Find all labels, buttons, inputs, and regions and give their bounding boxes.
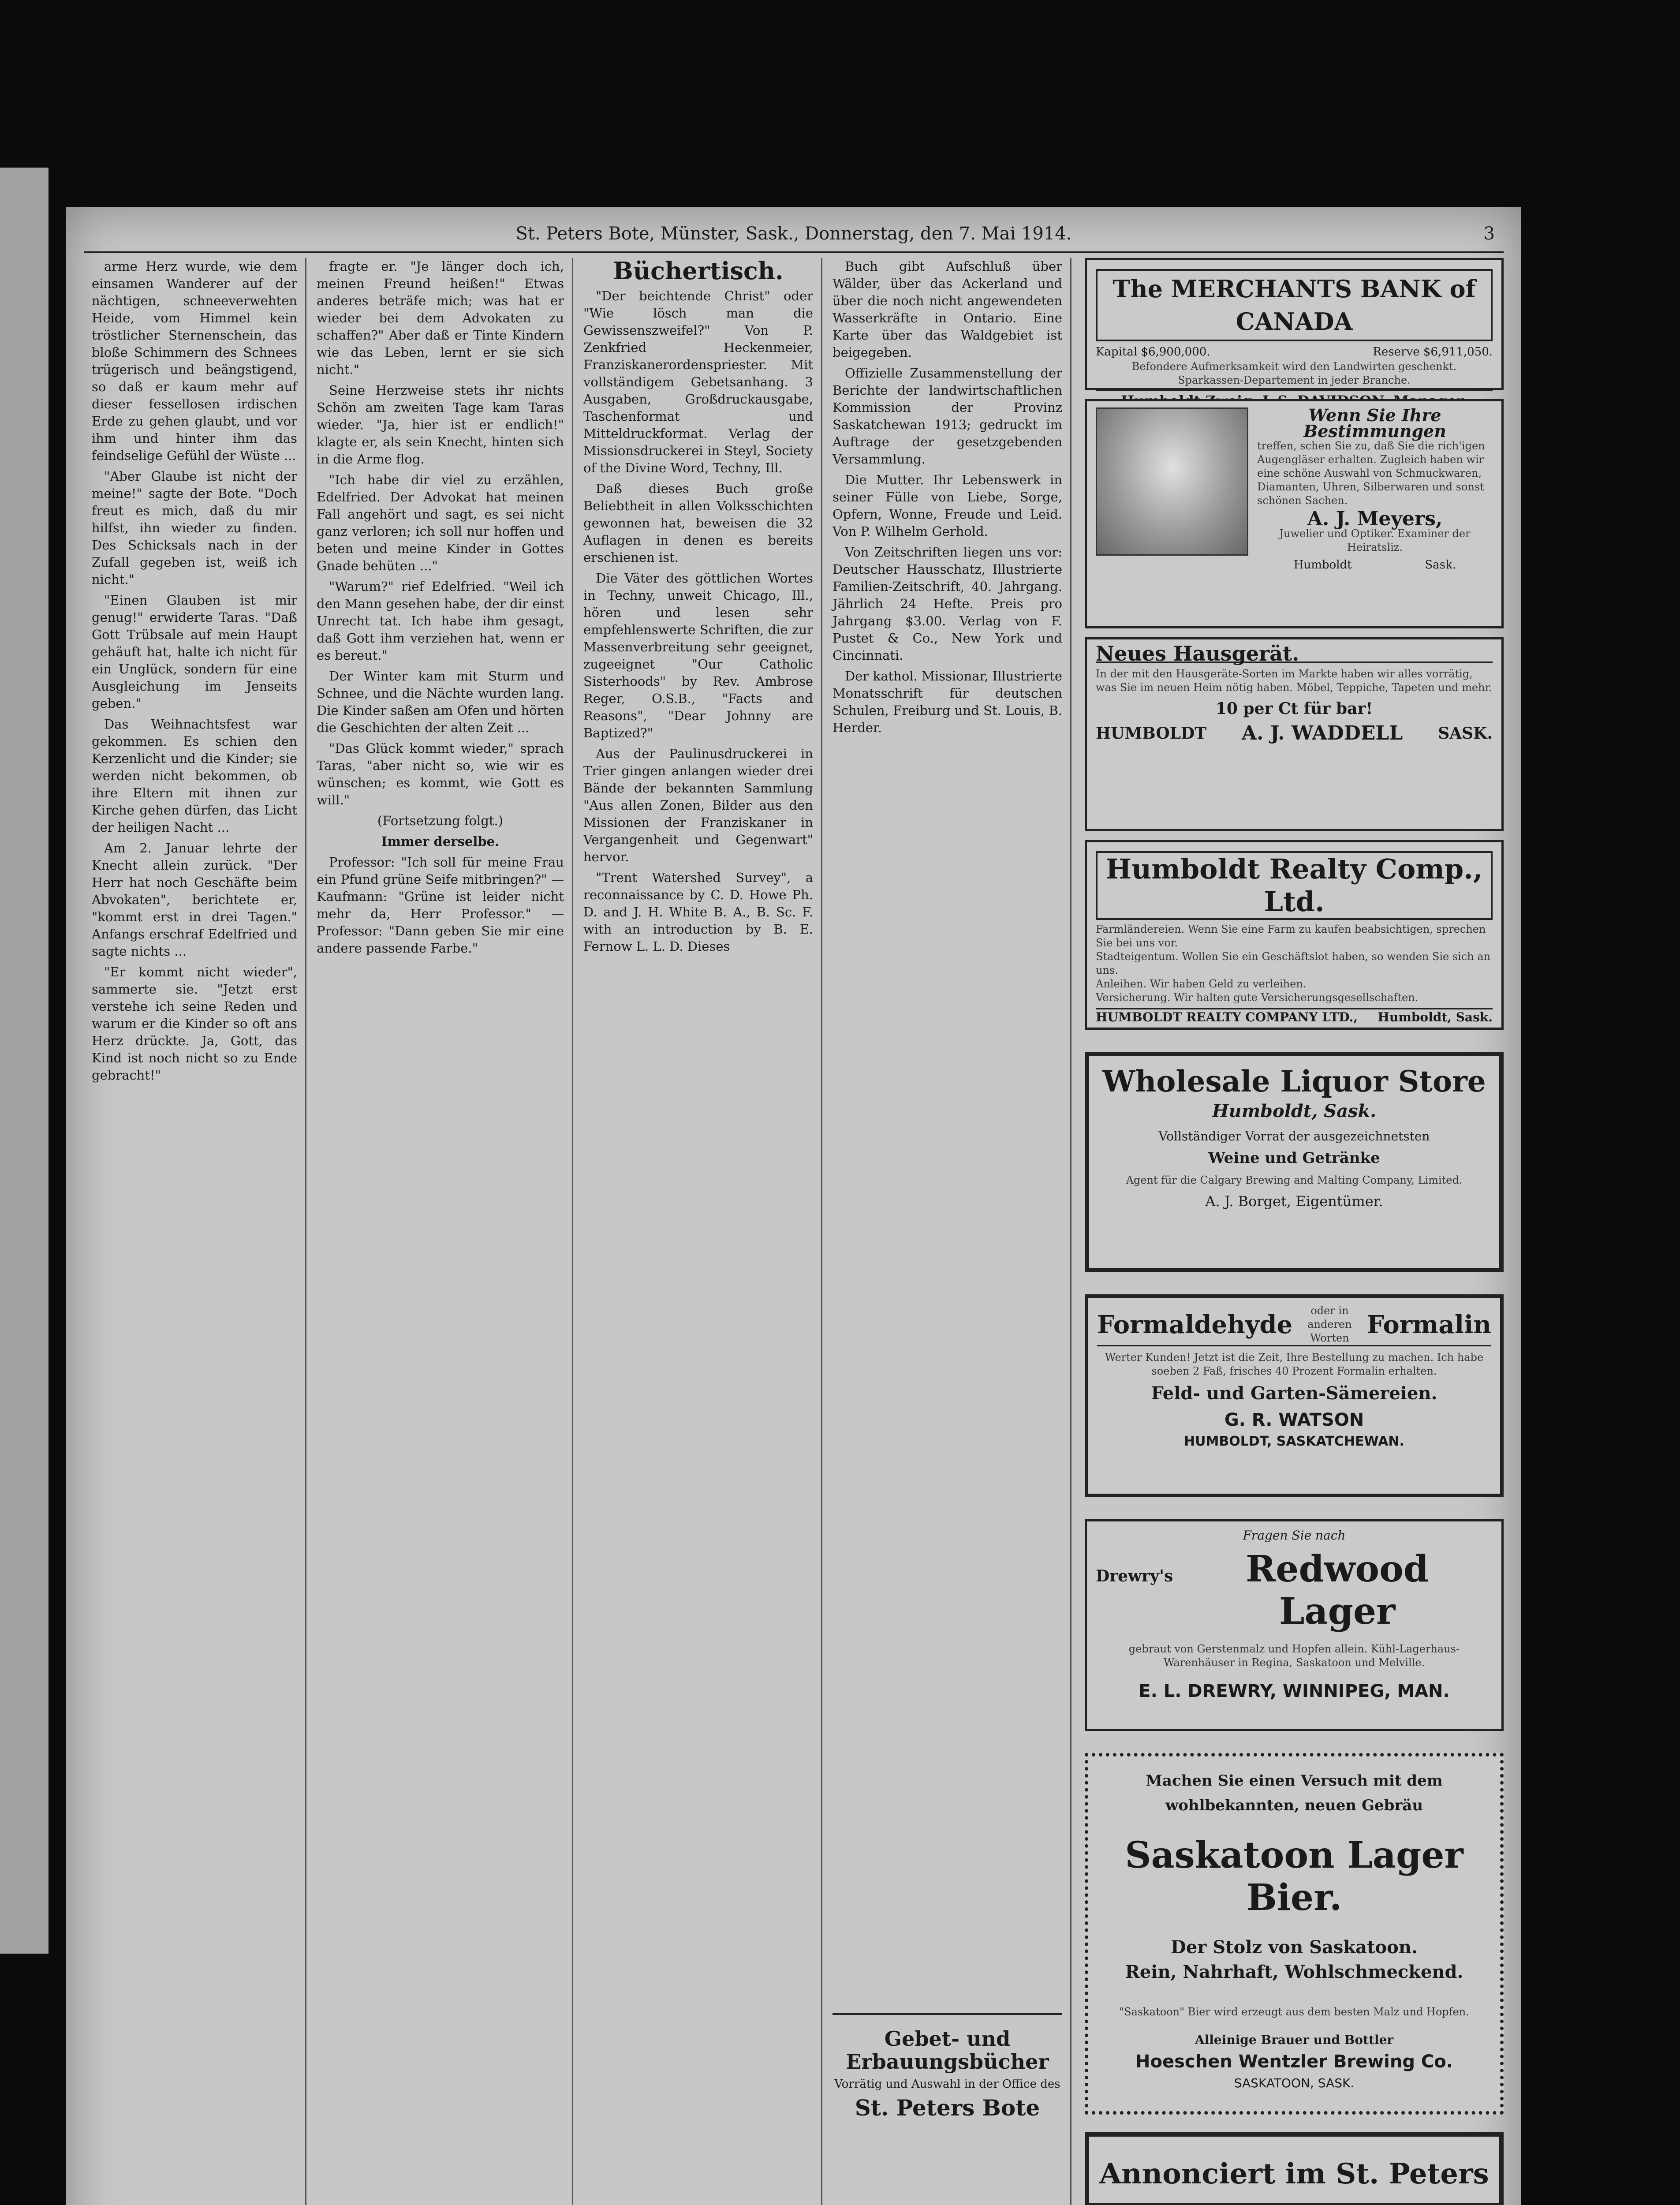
meyers-text: treffen, schen Sie zu, daß Sie die rich'igen Augengläser erhalten. Zugleich haben wir eine schöne Auswahl von Schmuckwaren, Diamanten, Uhren, Silberwaren und sonst schönen Sachen. xyxy=(1257,440,1485,507)
ad-humboldt-realty xyxy=(1085,840,1504,1030)
waddell-town: HUMBOLDT xyxy=(1096,724,1207,743)
paragraph: "Trent Watershed Survey", a reconnaissance by C. D. Howe Ph. D. and J. H. White B. A., B. Sc. F. with an introduction by B. E. Fernow L. L. D. Dieses xyxy=(583,870,813,954)
paragraph: Der Winter kam mit Sturm und Schnee, und die Nächte wurden lang. Die Kinder saßen am Ofen und hörten die Geschichten der alten Zeit ... xyxy=(317,669,564,735)
watson-formaldehyde: Formaldehyde xyxy=(1097,1310,1293,1339)
saskatoon-city: SASKATOON, SASK. xyxy=(1234,2076,1355,2090)
watson-text: Werter Kunden! Jetzt ist die Zeit, Ihre Bestellung zu machen. Ich habe soeben 2 Faß, frisches 40 Prozent Formalin erhalten. xyxy=(1105,1351,1484,1377)
paragraph: Am 2. Januar lehrte der Knecht allein zurück. "Der Herr hat noch Geschäfte beim Abvokaten", berichtete er, "kommt erst in drei Tagen." Anfangs erschraf Edelfried und sagte nichts ... xyxy=(92,841,297,959)
waddell-text: In der mit den Hausgeräte-Sorten im Markte haben wir alles vorrätig, was Sie im neuen Heim nötig haben. Möbel, Teppiche, Tapeten und mehr. xyxy=(1096,668,1493,694)
realty-line1: Farmländereien. Wenn Sie eine Farm zu kaufen beabsichtigen, sprechen Sie bei uns vor. xyxy=(1096,923,1486,949)
column-1 xyxy=(84,258,306,2205)
liquor-line2: Weine und Getränke xyxy=(1208,1149,1380,1167)
meyers-name: A. J. Meyers, xyxy=(1307,508,1443,530)
paragraph: Seine Herzweise stets ihr nichts Schön am zweiten Tage kam Taras wieder. "Ja, hier ist er endlich!" klagte er, als sein Knecht, hinten sich in die Arme flog. xyxy=(317,383,564,467)
prayer-books-title: Gebet- und Erbauungsbücher xyxy=(846,2027,1049,2074)
meyers-headline: Wenn Sie Ihre Bestimmungen xyxy=(1303,405,1446,441)
ad-wholesale-liquor xyxy=(1085,1052,1504,1272)
drewry-text: gebraut von Gerstenmalz und Hopfen allein. Kühl-Lagerhaus-Warenhäuser in Regina, Saskatoon und Melville. xyxy=(1128,1643,1460,1669)
ad-merchants-bank xyxy=(1085,258,1504,390)
saskatoon-sole: Alleinige Brauer und Bottler xyxy=(1195,2033,1394,2047)
paragraph: "Einen Glauben ist mir genug!" erwiderte Taras. "Daß Gott Trübsale auf mein Haupt gehäuft hat, halte ich nicht für ein Unglück, sondern für eine Ausgleichung im Jenseits geben." xyxy=(92,593,297,711)
saskatoon-note: "Saskatoon" Bier wird erzeugt aus dem besten Malz und Hopfen. xyxy=(1119,2006,1469,2018)
waddell-name: A. J. WADDELL xyxy=(1242,722,1403,744)
paragraph: "Ich habe dir viel zu erzählen, Edelfried. Der Advokat hat meinen Fall angehört und sagt, es sei nicht ganz verloren; ich soll nur hoffen und beten und meine Kinder in Gottes Gnade behüten ..." xyxy=(317,472,564,573)
ad-announce-st-peters xyxy=(1085,2132,1504,2205)
liquor-line3: Agent für die Calgary Brewing and Malting Company, Limited. xyxy=(1126,1174,1463,1186)
newspaper-page xyxy=(66,207,1521,2205)
realty-line3: Anleihen. Wir haben Geld zu verleihen. xyxy=(1096,978,1307,990)
drewry-ask: Fragen Sie nach xyxy=(1243,1528,1346,1543)
joke-title: Immer derselbe. xyxy=(381,834,500,849)
paragraph: fragte er. "Je länger doch ich, meinen Freund heißen!" Etwas anderes beträfe mich; was hat er wieder bei dem Advokaten zu schaffen?" Aber daß er Tinte Kindern wie das Leben, lernt er sie sich nicht." xyxy=(317,259,564,377)
paragraph: arme Herz wurde, wie dem einsamen Wanderer auf der nächtigen, schneeverwehten Heide, vom Himmel kein tröstlicher Sternenschein, das bloße Schimmern des Schnees trügerisch und beängstigend, so daß er kaum mehr auf dieser fessellosen irdischen Erde zu gehen glaubt, und vor ihm und hinter ihm das feindselige Gefühl der Wüste ... xyxy=(92,259,297,463)
saskatoon-line1: Machen Sie einen Versuch mit dem xyxy=(1146,1772,1443,1790)
realty-location: Humboldt, Sask. xyxy=(1378,1010,1493,1024)
watson-seeds: Feld- und Garten-Sämereien. xyxy=(1151,1383,1437,1404)
saskatoon-tagline: Rein, Nahrhaft, Wohlschmeckend. xyxy=(1125,1962,1463,1982)
merchants-reserve: Reserve $6,911,050. xyxy=(1373,345,1493,359)
prayer-books-box xyxy=(833,2013,1062,2121)
meyers-province: Sask. xyxy=(1425,558,1456,572)
paragraph: Von Zeitschriften liegen uns vor: Deutscher Hausschatz, Illustrierte Familien-Zeitschrift, 40. Jahrgang. Jährlich 24 Hefte. Preis pro Jahrgang $3.00. Verlag von F. Pustet & Co., New York und Cincinnati. xyxy=(833,545,1062,663)
drewry-brand: Drewry's xyxy=(1096,1567,1173,1585)
watson-address: HUMBOLDT, SASKATCHEWAN. xyxy=(1184,1434,1404,1449)
continued-note: (Fortsetzung folgt.) xyxy=(377,813,504,828)
watson-formalin: Formalin xyxy=(1366,1310,1491,1339)
saskatoon-pride: Der Stolz von Saskatoon. xyxy=(1171,1937,1418,1958)
advertisement-column xyxy=(1076,258,1512,2205)
waddell-title: Neues Hausgerät. xyxy=(1096,646,1493,663)
column-3 xyxy=(575,258,822,2205)
liquor-town: Humboldt, Sask. xyxy=(1212,1101,1377,1121)
saskatoon-line2: wohlbekannten, neuen Gebräu xyxy=(1165,1797,1423,1814)
section-heading-buechertisch: Büchertisch. xyxy=(613,258,784,285)
saskatoon-company: Hoeschen Wentzler Brewing Co. xyxy=(1135,2052,1453,2072)
paragraph: Das Weihnachtsfest war gekommen. Es schien den Kerzenlicht und die Kinder; sie werden nicht bekommen, ob ihre Eltern mit ihnen zur Kirche gehen dürfen, das Licht der heiligen Nacht ... xyxy=(92,717,297,835)
page-number: 3 xyxy=(1483,224,1495,244)
column-4 xyxy=(825,258,1071,2205)
merchants-capital: Kapital $6,900,000. xyxy=(1096,345,1210,359)
paragraph: Die Mutter. Ihr Lebenswerk in seiner Fülle von Liebe, Sorge, Opfern, Wonne, Freude und Leid. Von P. Wilhelm Gerhold. xyxy=(833,472,1062,539)
paragraph: Die Väter des göttlichen Wortes in Techny, unweit Chicago, Ill., hören und lesen sehr empfehlenswerte Schriften, die zur Massenverbreitung sehr geeignet, zugeeignet "Our Catholic Sisterhoods" by Rev. Ambrose Reger, O.S.B., "Facts and Reasons", "Dear Johnny are Baptized?" xyxy=(583,571,813,740)
ad-waddell-furniture xyxy=(1085,637,1504,831)
realty-title: Humboldt Realty Comp., Ltd. xyxy=(1096,851,1493,920)
adjacent-page-edge xyxy=(0,168,49,1954)
watson-name: G. R. WATSON xyxy=(1224,1410,1364,1430)
column-2 xyxy=(309,258,573,2205)
header-title: St. Peters Bote, Münster, Sask., Donnerstag, den 7. Mai 1914. xyxy=(515,224,1072,244)
waddell-offer: 10 per Ct für bar! xyxy=(1215,699,1373,718)
realty-company: HUMBOLDT REALTY COMPANY LTD., xyxy=(1096,1010,1358,1024)
liquor-title: Wholesale Liquor Store xyxy=(1102,1064,1486,1099)
paragraph: "Der beichtende Christ" oder "Wie lösch man die Gewissenszweifel?" Von P. Zenkfried Heckenmeier, Franziskanerordenspriester. Mit vollständigem Gebetsanhang. 3 Ausgaben, Großdruckausgabe, Taschenformat und Mitteldruckformat. Verlag der Missionsdruckerei in Steyl, Society of the Divine Word, Techny, Ill. xyxy=(583,288,813,475)
watson-middle: oder in anderen Worten xyxy=(1307,1304,1352,1344)
ad-meyers-jeweler xyxy=(1085,399,1504,628)
paragraph: Daß dieses Buch große Beliebtheit in allen Volksschichten gewonnen hat, beweisen die 32 Auflagen in denen es bereits erschienen ist. xyxy=(583,481,813,565)
meyers-sub: Juwelier und Optiker. Examiner der Heiratsliz. xyxy=(1279,527,1471,553)
prayer-books-sub: Vorrätig und Auswahl in der Office des xyxy=(834,2078,1060,2091)
ad-watson-formalin xyxy=(1085,1294,1504,1497)
liquor-line1: Vollständiger Vorrat der ausgezeichnetsten xyxy=(1158,1129,1430,1144)
paragraph: "Warum?" rief Edelfried. "Weil ich den Mann gesehen habe, der dir einst Unrecht tat. Ich habe ihm gesagt, daß Gott ihm verziehen hat, wenn er es bereut." xyxy=(317,579,564,663)
paragraph: "Er kommt nicht wieder", sammerte sie. "Jetzt erst verstehe ich seine Reden und warum er die Kinder so oft ans Herz drückte. Ja, Gott, das Kind ist noch nicht so zu Ende gebracht!" xyxy=(92,964,297,1083)
paragraph: Buch gibt Aufschluß über Wälder, über das Ackerland und über die noch nicht angewendeten Wasserkräfte in Ontario. Eine Karte über das Waldgebiet ist beigegeben. xyxy=(833,259,1062,360)
announce-text: Annonciert im St. Peters xyxy=(1099,2157,1489,2190)
saskatoon-title: Saskatoon Lager Bier. xyxy=(1125,1834,1463,1919)
realty-line4: Versicherung. Wir halten gute Versicherungsgesellschaften. xyxy=(1096,991,1419,1004)
merchants-line2: Sparkassen-Departement in jeder Branche. xyxy=(1178,374,1411,386)
realty-line2: Stadteigentum. Wollen Sie ein Geschäftslot haben, so wenden Sie sich an uns. xyxy=(1096,950,1491,976)
portrait-image xyxy=(1096,407,1248,556)
ad-drewry-lager xyxy=(1085,1519,1504,1731)
drewry-footer: E. L. DREWRY, WINNIPEG, MAN. xyxy=(1139,1681,1450,1701)
paragraph: Aus der Paulinusdruckerei in Trier gingen anlangen wieder drei Bände der bekannten Sammlung "Aus allen Zonen, Bilder aus den Missionen der Franziskaner in Vergangenheit und Gegenwart" hervor. xyxy=(583,746,813,864)
merchants-title: The MERCHANTS BANK of CANADA xyxy=(1096,269,1493,341)
paragraph: Professor: "Ich soll für meine Frau ein Pfund grüne Seife mitbringen?" — Kaufmann: "Grüne ist leider nicht mehr da, Herr Professor." — Professor: "Dann geben Sie mir eine andere passende Farbe." xyxy=(317,855,564,956)
paragraph: "Aber Glaube ist nicht der meine!" sagte der Bote. "Doch freut es mich, daß du mir hilfst, ihn wieder zu finden. Des Schicksals nach in der Zufall gegeben ist, weiß ich nicht." xyxy=(92,469,297,587)
drewry-title: Redwood Lager xyxy=(1246,1548,1429,1633)
page-header xyxy=(84,216,1504,253)
prayer-books-footer: St. Peters Bote xyxy=(855,2095,1040,2121)
paragraph: Offizielle Zusammenstellung der Berichte der landwirtschaftlichen Kommission der Provinz Saskatchewan 1913; gedruckt im Auftrage der gesetzgebenden Versammlung. xyxy=(833,366,1062,467)
paragraph: "Das Glück kommt wieder," sprach Taras, "aber nicht so, wie wir es wünschen; es kommt, wie Gott es will." xyxy=(317,741,564,807)
meyers-town: Humboldt xyxy=(1293,558,1352,572)
liquor-owner: A. J. Borget, Eigentümer. xyxy=(1205,1193,1383,1210)
paragraph: Der kathol. Missionar, Illustrierte Monatsschrift für deutschen Schulen, Freiburg und St. Louis, B. Herder. xyxy=(833,669,1062,735)
ad-saskatoon-lager xyxy=(1085,1753,1504,2115)
merchants-line1: Befondere Aufmerksamkeit wird den Landwirten geschenkt. xyxy=(1131,360,1457,373)
waddell-province: SASK. xyxy=(1438,724,1493,743)
